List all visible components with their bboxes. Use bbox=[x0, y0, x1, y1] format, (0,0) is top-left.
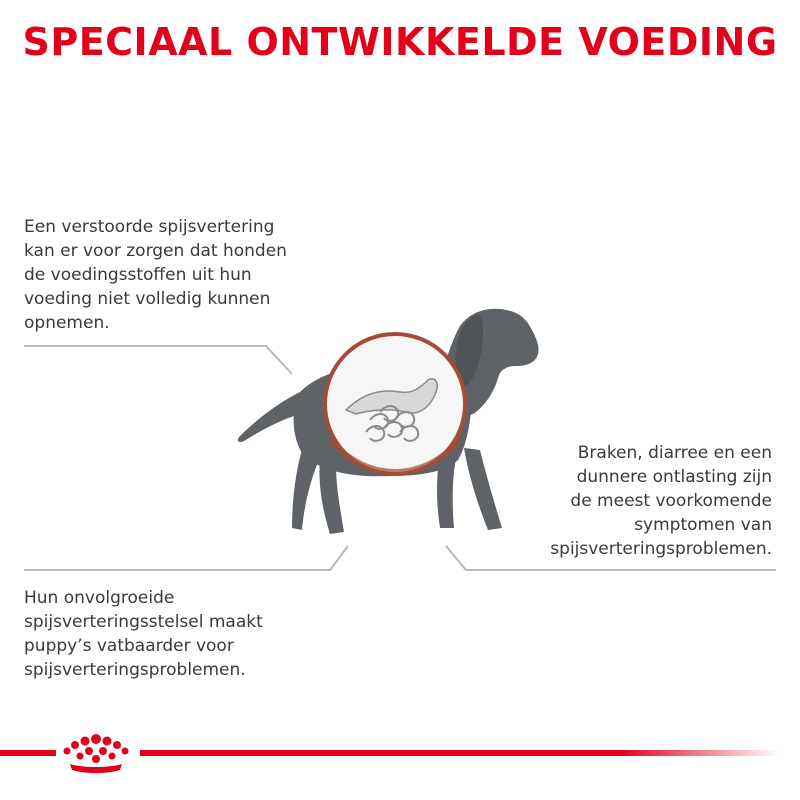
callout-line-top-left bbox=[24, 346, 292, 374]
royal-canin-crown-logo bbox=[56, 730, 136, 780]
callout-text-digestion: Een verstoorde spijsvertering kan er voor zorgen dat honden de voedingsstoffen uit hun voeding niet volledig kunnen opnemen. bbox=[24, 217, 287, 333]
page-title: SPECIAAL ONTWIKKELDE VOEDING bbox=[22, 20, 778, 64]
callout-text-symptoms: Braken, diarree en een dunnere ontlasting zijn de meest voorkomende symptomen van spijsverteringsproblemen. bbox=[550, 443, 772, 559]
callout-line-bottom-left bbox=[24, 546, 348, 570]
callout-line-right bbox=[446, 546, 776, 570]
digestive-system-diagram bbox=[325, 334, 465, 474]
callout-text-puppies: Hun onvolgroeide spijsverteringsstelsel maakt puppy’s vatbaarder voor spijsverteringsproblemen. bbox=[24, 588, 263, 680]
